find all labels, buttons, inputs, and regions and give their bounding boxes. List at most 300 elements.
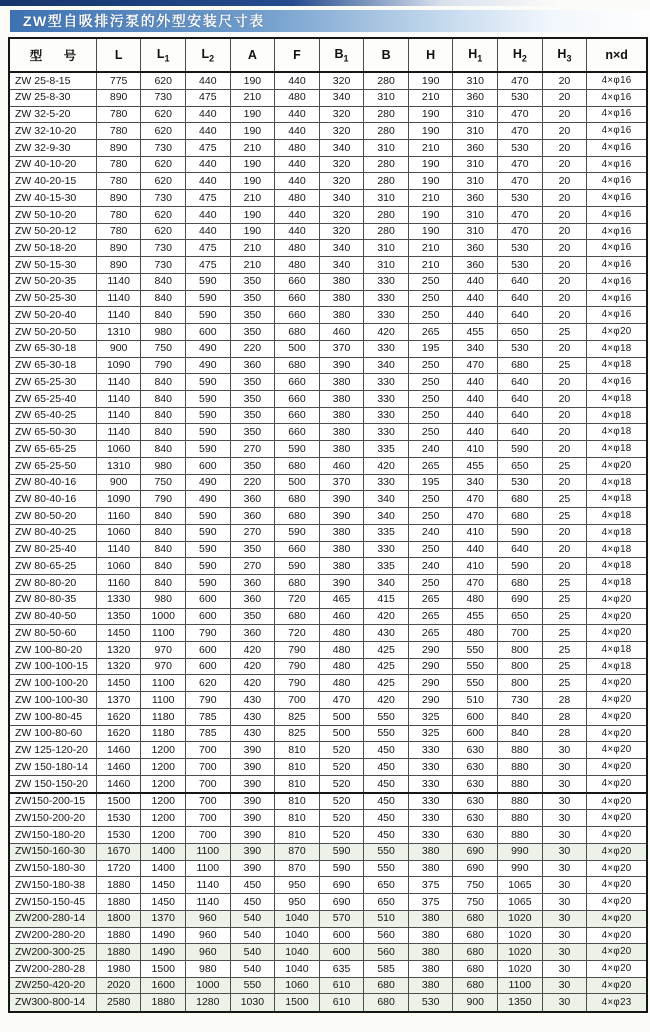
value-cell: 650 — [498, 324, 543, 341]
value-cell: 250 — [408, 508, 453, 525]
value-cell: 1100 — [141, 675, 186, 692]
model-cell: ZW 80-50-20 — [9, 508, 96, 525]
value-cell: 600 — [186, 658, 231, 675]
value-cell: 840 — [141, 290, 186, 307]
value-cell: 600 — [453, 708, 498, 725]
value-cell: 680 — [498, 575, 543, 592]
value-cell: 800 — [498, 658, 543, 675]
model-cell: ZW150-160-30 — [9, 843, 96, 860]
value-cell: 590 — [275, 441, 320, 458]
value-cell: 730 — [498, 692, 543, 709]
value-cell: 330 — [408, 759, 453, 776]
model-cell: ZW 50-25-30 — [9, 290, 96, 307]
value-cell: 590 — [186, 575, 231, 592]
nxd-cell: 4×φ18 — [587, 658, 647, 675]
header-cell-12: n×d — [587, 38, 647, 72]
value-cell: 530 — [498, 474, 543, 491]
value-cell: 780 — [96, 173, 141, 190]
value-cell: 265 — [408, 324, 453, 341]
value-cell: 380 — [408, 944, 453, 961]
table-row — [9, 307, 647, 324]
value-cell: 700 — [186, 793, 231, 810]
header-cell-2: $L_1$ — [141, 38, 186, 72]
nxd-cell: 4×φ20 — [587, 910, 647, 927]
model-cell: ZW150-200-20 — [9, 810, 96, 827]
value-cell: 330 — [364, 273, 409, 290]
value-cell: 1200 — [141, 742, 186, 759]
table-row — [9, 591, 647, 608]
nxd-cell: 4×φ16 — [587, 190, 647, 207]
value-cell: 330 — [364, 390, 409, 407]
value-cell: 455 — [453, 457, 498, 474]
value-cell: 785 — [186, 708, 231, 725]
nxd-cell: 4×φ20 — [587, 324, 647, 341]
nxd-cell: 4×φ16 — [587, 223, 647, 240]
value-cell: 650 — [498, 457, 543, 474]
value-cell: 390 — [230, 843, 275, 860]
value-cell: 20 — [542, 206, 587, 223]
value-cell: 1160 — [96, 508, 141, 525]
value-cell: 590 — [186, 407, 231, 424]
value-cell: 1040 — [275, 961, 320, 978]
header-cell-8: H — [408, 38, 453, 72]
value-cell: 310 — [453, 72, 498, 89]
value-cell: 360 — [230, 575, 275, 592]
value-cell: 570 — [319, 910, 364, 927]
nxd-cell: 4×φ18 — [587, 524, 647, 541]
value-cell: 1310 — [96, 324, 141, 341]
value-cell: 825 — [275, 725, 320, 742]
value-cell: 250 — [408, 491, 453, 508]
value-cell: 680 — [453, 910, 498, 927]
table-row — [9, 123, 647, 140]
value-cell: 780 — [96, 223, 141, 240]
value-cell: 990 — [498, 860, 543, 877]
value-cell: 270 — [230, 441, 275, 458]
value-cell: 620 — [141, 123, 186, 140]
model-cell: ZW 80-50-60 — [9, 625, 96, 642]
value-cell: 390 — [230, 793, 275, 810]
header-cell-7: B — [364, 38, 409, 72]
value-cell: 450 — [364, 775, 409, 792]
value-cell: 360 — [453, 240, 498, 257]
value-cell: 840 — [141, 541, 186, 558]
table-row — [9, 708, 647, 725]
value-cell: 470 — [453, 491, 498, 508]
value-cell: 440 — [275, 206, 320, 223]
table-head — [9, 38, 647, 72]
value-cell: 360 — [453, 257, 498, 274]
nxd-cell: 4×φ18 — [587, 407, 647, 424]
value-cell: 210 — [408, 139, 453, 156]
model-cell: ZW 40-15-30 — [9, 190, 96, 207]
value-cell: 870 — [275, 860, 320, 877]
value-cell: 250 — [408, 575, 453, 592]
value-cell: 440 — [186, 106, 231, 123]
value-cell: 730 — [141, 89, 186, 106]
value-cell: 240 — [408, 441, 453, 458]
value-cell: 335 — [364, 558, 409, 575]
value-cell: 480 — [275, 89, 320, 106]
value-cell: 1620 — [96, 725, 141, 742]
value-cell: 190 — [408, 173, 453, 190]
value-cell: 790 — [141, 357, 186, 374]
value-cell: 1000 — [186, 977, 231, 994]
title-bar — [10, 10, 650, 32]
value-cell: 790 — [275, 642, 320, 659]
value-cell: 680 — [275, 324, 320, 341]
nxd-cell: 4×φ20 — [587, 591, 647, 608]
value-cell: 750 — [141, 474, 186, 491]
table-row — [9, 742, 647, 759]
table-row — [9, 491, 647, 508]
table-row — [9, 725, 647, 742]
value-cell: 840 — [141, 390, 186, 407]
value-cell: 340 — [364, 357, 409, 374]
value-cell: 630 — [453, 742, 498, 759]
value-cell: 600 — [319, 927, 364, 944]
nxd-cell: 4×φ20 — [587, 457, 647, 474]
value-cell: 800 — [498, 675, 543, 692]
value-cell: 190 — [230, 106, 275, 123]
value-cell: 1330 — [96, 591, 141, 608]
value-cell: 440 — [453, 273, 498, 290]
model-cell: ZW 80-65-25 — [9, 558, 96, 575]
value-cell: 360 — [230, 491, 275, 508]
model-cell: ZW 40-20-15 — [9, 173, 96, 190]
value-cell: 470 — [498, 72, 543, 89]
value-cell: 960 — [186, 910, 231, 927]
table-row — [9, 658, 647, 675]
value-cell: 1400 — [141, 860, 186, 877]
value-cell: 20 — [542, 156, 587, 173]
value-cell: 390 — [319, 357, 364, 374]
value-cell: 1490 — [141, 927, 186, 944]
value-cell: 530 — [408, 994, 453, 1012]
value-cell: 590 — [186, 424, 231, 441]
value-cell: 380 — [408, 927, 453, 944]
value-cell: 640 — [498, 374, 543, 391]
value-cell: 280 — [364, 123, 409, 140]
model-cell: ZW 80-25-40 — [9, 541, 96, 558]
value-cell: 720 — [275, 591, 320, 608]
model-cell: ZW200-280-20 — [9, 927, 96, 944]
value-cell: 330 — [364, 374, 409, 391]
value-cell: 480 — [453, 591, 498, 608]
value-cell: 280 — [364, 156, 409, 173]
value-cell: 440 — [275, 223, 320, 240]
value-cell: 610 — [319, 977, 364, 994]
model-cell: ZW 50-18-20 — [9, 240, 96, 257]
value-cell: 430 — [364, 625, 409, 642]
value-cell: 330 — [408, 793, 453, 810]
value-cell: 195 — [408, 474, 453, 491]
value-cell: 680 — [364, 977, 409, 994]
value-cell: 20 — [542, 541, 587, 558]
value-cell: 840 — [141, 424, 186, 441]
value-cell: 1100 — [141, 625, 186, 642]
value-cell: 700 — [275, 692, 320, 709]
value-cell: 350 — [230, 290, 275, 307]
value-cell: 20 — [542, 441, 587, 458]
value-cell: 425 — [364, 675, 409, 692]
value-cell: 20 — [542, 374, 587, 391]
nxd-cell: 4×φ18 — [587, 340, 647, 357]
value-cell: 20 — [542, 89, 587, 106]
value-cell: 270 — [230, 558, 275, 575]
value-cell: 550 — [453, 675, 498, 692]
value-cell: 250 — [408, 390, 453, 407]
value-cell: 350 — [230, 273, 275, 290]
value-cell: 650 — [498, 608, 543, 625]
table-row — [9, 508, 647, 525]
value-cell: 1040 — [275, 927, 320, 944]
value-cell: 890 — [96, 139, 141, 156]
model-cell: ZW 25-8-30 — [9, 89, 96, 106]
header-cell-6: $B_1$ — [319, 38, 364, 72]
value-cell: 780 — [96, 206, 141, 223]
value-cell: 1200 — [141, 810, 186, 827]
value-cell: 340 — [453, 340, 498, 357]
value-cell: 30 — [542, 894, 587, 911]
nxd-cell: 4×φ16 — [587, 106, 647, 123]
value-cell: 640 — [498, 541, 543, 558]
value-cell: 880 — [498, 775, 543, 792]
value-cell: 590 — [186, 508, 231, 525]
value-cell: 25 — [542, 591, 587, 608]
value-cell: 475 — [186, 89, 231, 106]
value-cell: 1060 — [96, 558, 141, 575]
value-cell: 440 — [275, 156, 320, 173]
value-cell: 1670 — [96, 843, 141, 860]
table-row — [9, 608, 647, 625]
value-cell: 1280 — [186, 994, 231, 1012]
value-cell: 780 — [96, 156, 141, 173]
value-cell: 650 — [364, 894, 409, 911]
page-title: ZW型自吸排污泵的外型安装尺寸表 — [23, 13, 265, 29]
table-row — [9, 374, 647, 391]
value-cell: 900 — [96, 474, 141, 491]
value-cell: 510 — [364, 910, 409, 927]
value-cell: 30 — [542, 843, 587, 860]
value-cell: 690 — [453, 860, 498, 877]
value-cell: 280 — [364, 106, 409, 123]
value-cell: 390 — [230, 827, 275, 844]
value-cell: 340 — [364, 575, 409, 592]
value-cell: 210 — [230, 240, 275, 257]
value-cell: 1200 — [141, 793, 186, 810]
value-cell: 390 — [230, 860, 275, 877]
value-cell: 380 — [408, 860, 453, 877]
value-cell: 480 — [319, 675, 364, 692]
value-cell: 840 — [141, 307, 186, 324]
value-cell: 840 — [141, 273, 186, 290]
value-cell: 250 — [408, 307, 453, 324]
value-cell: 890 — [96, 240, 141, 257]
value-cell: 350 — [230, 374, 275, 391]
nxd-cell: 4×φ20 — [587, 877, 647, 894]
model-cell: ZW150-180-38 — [9, 877, 96, 894]
nxd-cell: 4×φ20 — [587, 793, 647, 810]
value-cell: 660 — [275, 290, 320, 307]
value-cell: 660 — [275, 374, 320, 391]
model-cell: ZW 65-30-18 — [9, 357, 96, 374]
table-row — [9, 877, 647, 894]
value-cell: 30 — [542, 775, 587, 792]
value-cell: 840 — [141, 407, 186, 424]
table-row — [9, 106, 647, 123]
value-cell: 440 — [453, 390, 498, 407]
value-cell: 640 — [498, 290, 543, 307]
value-cell: 350 — [230, 608, 275, 625]
value-cell: 325 — [408, 708, 453, 725]
value-cell: 350 — [230, 424, 275, 441]
value-cell: 20 — [542, 273, 587, 290]
table-row — [9, 625, 647, 642]
value-cell: 210 — [230, 257, 275, 274]
value-cell: 440 — [186, 223, 231, 240]
value-cell: 250 — [408, 357, 453, 374]
value-cell: 20 — [542, 240, 587, 257]
header-cell-3: $L_2$ — [186, 38, 231, 72]
nxd-cell: 4×φ18 — [587, 357, 647, 374]
nxd-cell: 4×φ20 — [587, 775, 647, 792]
value-cell: 1140 — [96, 541, 141, 558]
value-cell: 310 — [364, 190, 409, 207]
value-cell: 340 — [319, 89, 364, 106]
nxd-cell: 4×φ16 — [587, 374, 647, 391]
value-cell: 1880 — [96, 877, 141, 894]
value-cell: 790 — [186, 625, 231, 642]
value-cell: 190 — [230, 173, 275, 190]
value-cell: 1030 — [230, 994, 275, 1012]
value-cell: 25 — [542, 357, 587, 374]
value-cell: 700 — [186, 810, 231, 827]
value-cell: 960 — [186, 927, 231, 944]
table-row — [9, 457, 647, 474]
value-cell: 310 — [364, 240, 409, 257]
value-cell: 20 — [542, 424, 587, 441]
table-row — [9, 575, 647, 592]
value-cell: 900 — [96, 340, 141, 357]
value-cell: 540 — [230, 944, 275, 961]
value-cell: 250 — [408, 273, 453, 290]
value-cell: 1500 — [96, 793, 141, 810]
value-cell: 480 — [275, 139, 320, 156]
nxd-cell: 4×φ16 — [587, 257, 647, 274]
value-cell: 360 — [453, 89, 498, 106]
value-cell: 490 — [186, 340, 231, 357]
value-cell: 290 — [408, 642, 453, 659]
value-cell: 390 — [319, 575, 364, 592]
value-cell: 600 — [319, 944, 364, 961]
value-cell: 380 — [319, 524, 364, 541]
value-cell: 700 — [186, 742, 231, 759]
model-cell: ZW 65-25-50 — [9, 457, 96, 474]
nxd-cell: 4×φ20 — [587, 827, 647, 844]
value-cell: 960 — [186, 944, 231, 961]
value-cell: 640 — [498, 407, 543, 424]
nxd-cell: 4×φ20 — [587, 810, 647, 827]
value-cell: 1310 — [96, 457, 141, 474]
value-cell: 680 — [453, 977, 498, 994]
nxd-cell: 4×φ16 — [587, 72, 647, 89]
value-cell: 310 — [364, 89, 409, 106]
value-cell: 640 — [498, 424, 543, 441]
value-cell: 20 — [542, 223, 587, 240]
value-cell: 460 — [319, 457, 364, 474]
value-cell: 660 — [275, 390, 320, 407]
value-cell: 310 — [453, 206, 498, 223]
value-cell: 530 — [498, 190, 543, 207]
value-cell: 330 — [364, 290, 409, 307]
nxd-cell: 4×φ20 — [587, 961, 647, 978]
value-cell: 590 — [319, 860, 364, 877]
value-cell: 390 — [230, 742, 275, 759]
value-cell: 340 — [319, 139, 364, 156]
table-body — [9, 72, 647, 1012]
value-cell: 690 — [319, 877, 364, 894]
model-cell: ZW 65-40-25 — [9, 407, 96, 424]
table-row — [9, 89, 647, 106]
value-cell: 630 — [453, 759, 498, 776]
value-cell: 690 — [319, 894, 364, 911]
value-cell: 20 — [542, 257, 587, 274]
value-cell: 660 — [275, 424, 320, 441]
value-cell: 550 — [364, 860, 409, 877]
value-cell: 810 — [275, 827, 320, 844]
model-cell: ZW 32-10-20 — [9, 123, 96, 140]
value-cell: 680 — [275, 608, 320, 625]
value-cell: 380 — [319, 290, 364, 307]
value-cell: 840 — [141, 441, 186, 458]
value-cell: 500 — [275, 474, 320, 491]
value-cell: 750 — [141, 340, 186, 357]
value-cell: 360 — [230, 357, 275, 374]
value-cell: 290 — [408, 658, 453, 675]
value-cell: 700 — [498, 625, 543, 642]
value-cell: 380 — [319, 407, 364, 424]
value-cell: 590 — [186, 307, 231, 324]
value-cell: 590 — [498, 558, 543, 575]
value-cell: 1370 — [141, 910, 186, 927]
value-cell: 1160 — [96, 575, 141, 592]
value-cell: 660 — [275, 273, 320, 290]
value-cell: 20 — [542, 139, 587, 156]
value-cell: 825 — [275, 708, 320, 725]
value-cell: 360 — [230, 625, 275, 642]
model-cell: ZW300-800-14 — [9, 994, 96, 1012]
value-cell: 1065 — [498, 877, 543, 894]
value-cell: 190 — [230, 206, 275, 223]
model-cell: ZW150-180-30 — [9, 860, 96, 877]
value-cell: 20 — [542, 173, 587, 190]
model-cell: ZW 32-9-30 — [9, 139, 96, 156]
model-cell: ZW 65-25-40 — [9, 390, 96, 407]
value-cell: 600 — [186, 457, 231, 474]
value-cell: 880 — [498, 827, 543, 844]
value-cell: 220 — [230, 340, 275, 357]
value-cell: 20 — [542, 390, 587, 407]
value-cell: 190 — [408, 206, 453, 223]
model-cell: ZW 25-8-15 — [9, 72, 96, 89]
value-cell: 440 — [186, 72, 231, 89]
header-cell-5: F — [275, 38, 320, 72]
value-cell: 25 — [542, 457, 587, 474]
value-cell: 350 — [230, 457, 275, 474]
value-cell: 440 — [186, 206, 231, 223]
value-cell: 390 — [230, 775, 275, 792]
